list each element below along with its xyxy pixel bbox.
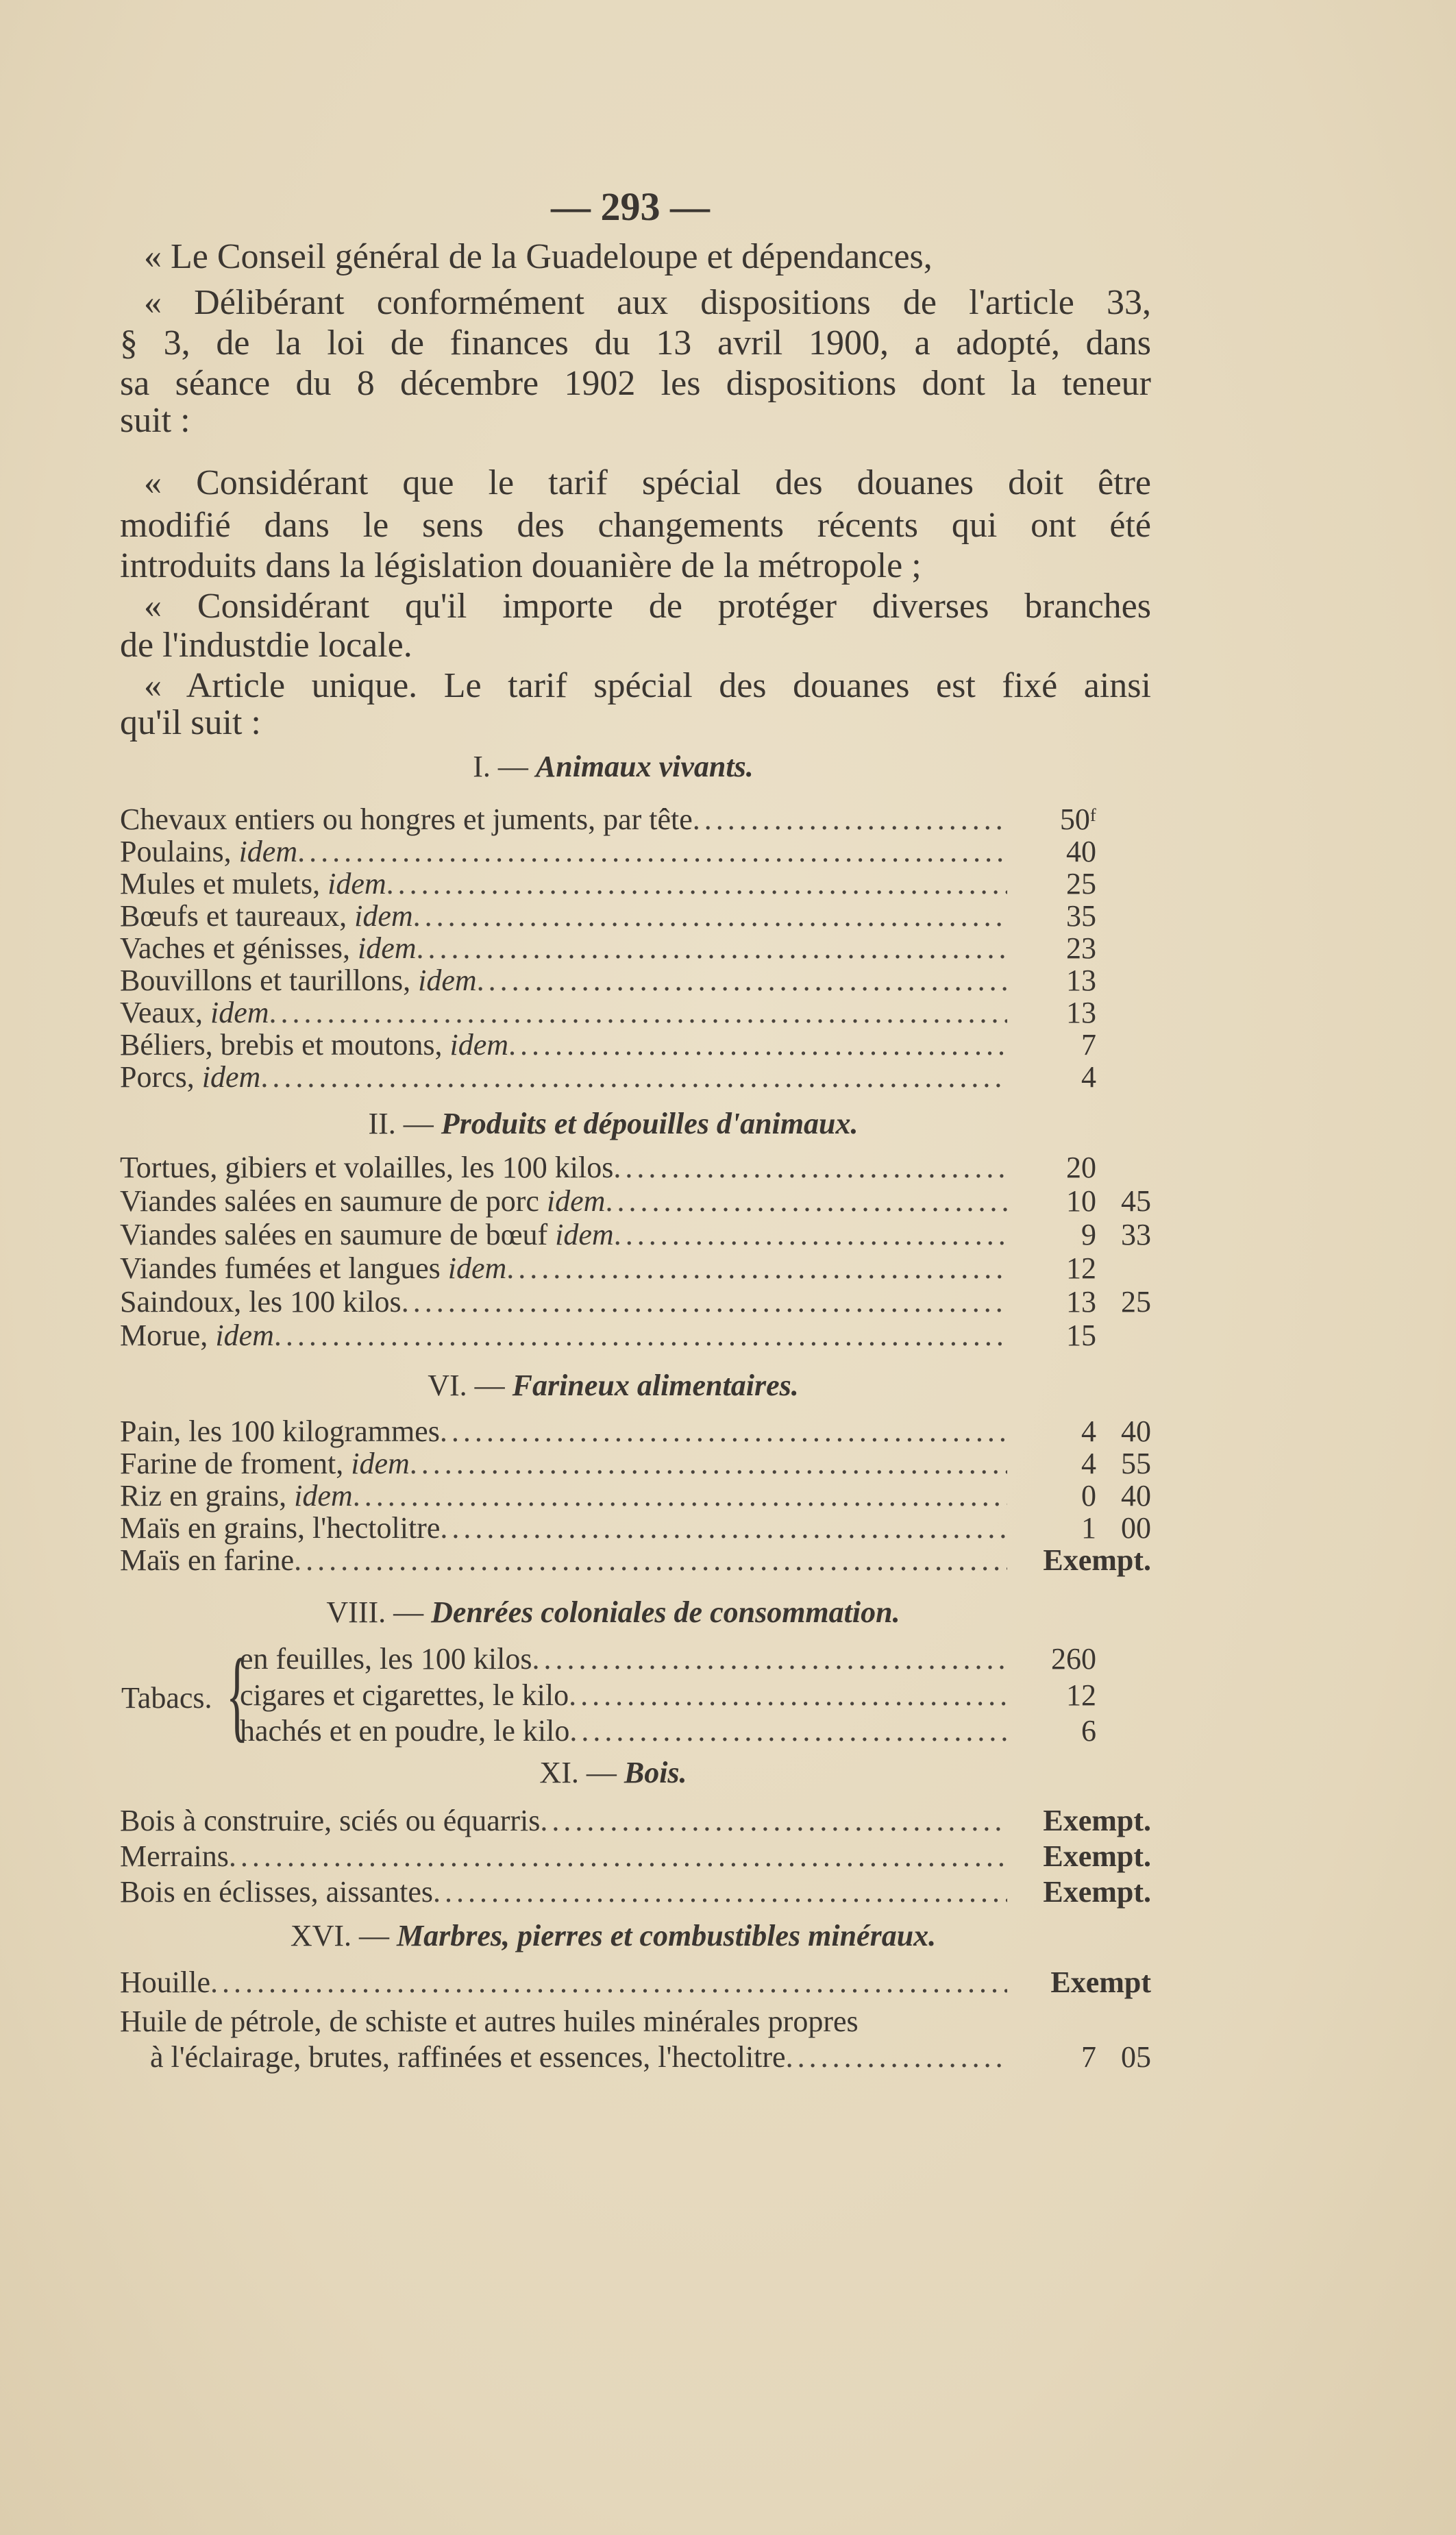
tariff-row: [120, 1803, 1151, 1839]
duty-centimes: 45: [1121, 1184, 1151, 1218]
duty-centimes: [1096, 1713, 1151, 1749]
tariff-row: [120, 1874, 1151, 1910]
item-name: hachés et en poudre, le kilo: [240, 1714, 570, 1748]
dot-leader: [410, 1446, 1007, 1482]
tariff-row: [120, 834, 1151, 870]
tariff-row: [120, 1446, 1151, 1482]
item-name: Saindoux, les 100 kilos: [120, 1285, 402, 1319]
item-unit: idem: [546, 1184, 606, 1218]
item-label: [120, 1965, 210, 2000]
item-unit: idem: [354, 899, 413, 933]
paragraph-line: introduits dans la législation douanière de la métropole ;: [120, 546, 922, 585]
item-unit: idem: [215, 1319, 274, 1352]
item-name: Chevaux entiers ou hongres et juments, par tête: [120, 803, 693, 836]
dot-leader: [613, 1150, 1007, 1186]
item-label: [120, 1318, 274, 1354]
duty-centimes: [1096, 1060, 1151, 1095]
item-unit: idem: [447, 1251, 507, 1285]
item-name: Morue,: [120, 1319, 216, 1352]
duty-francs: 4: [1081, 1415, 1096, 1448]
duty-francs: 13: [1066, 996, 1096, 1029]
paragraph-line: « Le Conseil général de la Guadeloupe et dépendances,: [144, 237, 933, 276]
item-label: [120, 802, 693, 837]
item-name: Bouvillons et taurillons,: [120, 964, 419, 997]
dot-leader: [440, 1414, 1007, 1449]
item-name: Porcs,: [120, 1060, 202, 1094]
item-label: [120, 1060, 260, 1095]
brace-icon: {: [226, 1638, 249, 1752]
duty-centimes: 00: [1121, 1511, 1151, 1545]
tariff-row: [120, 1839, 1151, 1874]
item-label: [120, 1184, 605, 1219]
duty-centimes: 05: [1121, 2040, 1151, 2074]
item-name: Viandes fumées et langues: [120, 1251, 448, 1285]
section-heading: [0, 1595, 1226, 1630]
item-unit: idem: [201, 1060, 261, 1094]
dot-leader: [433, 1874, 1007, 1910]
item-unit: idem: [294, 1479, 353, 1513]
duty-francs: 13: [1066, 964, 1096, 997]
paragraph-line: suit :: [120, 401, 190, 440]
item-name: Bois à construire, sciés ou équarris: [120, 1804, 541, 1837]
dot-leader: [614, 1217, 1007, 1253]
tariff-row: [120, 2040, 1151, 2075]
dot-leader: [386, 866, 1007, 902]
tariff-row: [120, 1027, 1151, 1063]
section-title: Denrées coloniales de consommation.: [431, 1595, 900, 1629]
duty-francs: 12: [1066, 1251, 1096, 1285]
item-name: Mules et mulets,: [120, 867, 328, 901]
dot-leader: [506, 1251, 1007, 1286]
section-title: Bois.: [624, 1756, 687, 1789]
section-title: Produits et dépouilles d'animaux.: [441, 1107, 859, 1140]
item-name: Viandes salées en saumure de bœuf: [120, 1218, 556, 1251]
item-name: Houille: [120, 1965, 210, 1999]
tariff-row: [120, 898, 1151, 934]
dot-leader: [508, 1027, 1007, 1063]
tariff-row: [240, 1641, 1151, 1677]
item-name: Riz en grains,: [120, 1479, 295, 1513]
tariff-row: [240, 1713, 1151, 1749]
duty-francs: 4: [1081, 1447, 1096, 1480]
tariff-row: [120, 963, 1151, 999]
duty-centimes: [1096, 866, 1151, 902]
item-label: [120, 1414, 440, 1449]
item-label: [120, 1027, 508, 1063]
tariff-row: [120, 866, 1151, 902]
section-title: Marbres, pierres et combustibles minéraux.: [397, 1919, 937, 1952]
duty-francs: 9: [1081, 1218, 1096, 1251]
dot-leader: [274, 1318, 1007, 1354]
item-label: [120, 1874, 433, 1910]
duty-centimes: [1096, 834, 1151, 870]
item-label: [120, 1284, 402, 1320]
item-name: Bœufs et taureaux,: [120, 899, 355, 933]
duty-centimes: [1096, 1251, 1151, 1286]
duty-francs: 4: [1081, 1060, 1096, 1094]
item-unit: idem: [418, 964, 477, 997]
paragraph-line: de l'industdie locale.: [120, 626, 412, 665]
tariff-row: [120, 1510, 1151, 1546]
paragraph-line: « Délibérant conformément aux dispositions de l'article 33,: [144, 283, 1151, 322]
item-label: [120, 898, 413, 934]
item-name: à l'éclairage, brutes, raffinées et essences, l'hectolitre: [120, 2040, 786, 2074]
item-name: Bois en éclisses, aissantes: [120, 1875, 434, 1909]
page-number: — 293 —: [551, 184, 710, 229]
duty-francs: 13: [1066, 1285, 1096, 1319]
duty-centimes: [1096, 898, 1151, 934]
dot-leader: [540, 1803, 1007, 1839]
dot-leader: [269, 995, 1008, 1031]
item-name: Pain, les 100 kilogrammes: [120, 1415, 440, 1448]
duty-francs: 260: [1051, 1642, 1096, 1676]
section-heading: [0, 749, 1226, 785]
item-name: Viandes salées en saumure de porc: [120, 1184, 547, 1218]
item-label: [120, 1217, 614, 1253]
tariff-row: [120, 802, 1151, 837]
item-label: [120, 1803, 540, 1839]
item-label: [120, 834, 297, 870]
tariff-row: [120, 931, 1151, 966]
duty-francs: 6: [1081, 1714, 1096, 1748]
item-label: [120, 1150, 613, 1186]
section-title: Animaux vivants.: [535, 750, 754, 783]
paragraph-line: « Considérant que le tarif spécial des douanes doit être: [144, 463, 1151, 502]
item-name: Veaux,: [120, 996, 210, 1029]
duty-centimes: [1096, 1678, 1151, 1713]
dot-leader: [353, 1478, 1007, 1514]
duty-francs: 35: [1066, 899, 1096, 933]
duty-centimes: [1096, 931, 1151, 966]
dot-leader: [229, 1839, 1007, 1874]
tariff-row: [120, 1543, 1151, 1578]
item-name: Béliers, brebis et moutons,: [120, 1028, 450, 1062]
duty-exempt: Exempt.: [1043, 1543, 1151, 1577]
dot-leader: [477, 963, 1007, 999]
item-unit: idem: [449, 1028, 509, 1062]
duty-centimes: [1096, 1641, 1151, 1677]
item-label: [120, 1478, 353, 1514]
section-number: XVI. —: [290, 1919, 397, 1952]
section-number: II. —: [368, 1107, 441, 1140]
section-number: VIII. —: [326, 1595, 432, 1629]
item-label: [120, 1510, 440, 1546]
item-name: cigares et cigarettes, le kilo: [240, 1678, 569, 1712]
paragraph-line: sa séance du 8 décembre 1902 les dispositions dont la teneur: [120, 364, 1151, 403]
item-label: [120, 2004, 859, 2040]
tariff-row: [120, 1150, 1151, 1186]
dot-leader: [413, 898, 1007, 934]
dot-leader: [569, 1713, 1007, 1749]
item-label: [120, 1543, 294, 1578]
item-label: [240, 1641, 532, 1677]
tariff-row: [240, 1678, 1151, 1713]
section-number: XI. —: [539, 1756, 624, 1789]
duty-centimes: [1096, 1318, 1151, 1354]
item-label: [120, 963, 477, 999]
tariff-row: [120, 1478, 1151, 1514]
tariff-row: [120, 1251, 1151, 1286]
duty-exempt: Exempt.: [1043, 1875, 1151, 1909]
item-name: Merrains: [120, 1839, 229, 1873]
duty-centimes: 55: [1121, 1447, 1151, 1480]
duty-francs: 1: [1081, 1511, 1096, 1545]
dot-leader: [210, 1965, 1007, 2000]
dot-leader: [417, 931, 1007, 966]
dot-leader: [532, 1641, 1008, 1677]
item-name: en feuilles, les 100 kilos: [240, 1642, 532, 1676]
item-unit: idem: [358, 931, 417, 965]
tariff-row: [120, 1060, 1151, 1095]
item-label: [120, 1839, 229, 1874]
tariff-row: [120, 1318, 1151, 1354]
dot-leader: [786, 2040, 1007, 2075]
paragraph-line: qu'il suit :: [120, 703, 261, 742]
duty-centimes: [1096, 995, 1151, 1031]
tariff-row: [120, 1965, 1151, 2000]
duty-centimes: 40: [1121, 1415, 1151, 1448]
duty-francs: 7: [1081, 1028, 1096, 1062]
dot-leader: [605, 1184, 1007, 1219]
item-label: [120, 931, 417, 966]
item-name: Maïs en farine: [120, 1543, 295, 1577]
duty-francs: 15: [1066, 1319, 1096, 1352]
duty-centimes: 40: [1121, 1479, 1151, 1513]
section-heading: [0, 1755, 1226, 1791]
item-label: [240, 1713, 569, 1749]
item-unit: idem: [328, 867, 386, 901]
duty-centimes: [1096, 1027, 1151, 1063]
tariff-row: [120, 1284, 1151, 1320]
group-label: Tabacs.: [121, 1681, 212, 1715]
item-name: Huile de pétrole, de schiste et autres huiles minérales propres: [120, 2005, 859, 2038]
item-name: Maïs en grains, l'hectolitre: [120, 1511, 441, 1545]
item-label: [120, 995, 269, 1031]
duty-centimes: 25: [1121, 1285, 1151, 1319]
paragraph-line: « Considérant qu'il importe de protéger diverses branches: [144, 587, 1151, 626]
item-unit: idem: [351, 1447, 410, 1480]
item-label: [240, 1678, 569, 1713]
tariff-row: [120, 1414, 1151, 1449]
item-unit: idem: [238, 835, 298, 868]
duty-centimes: 33: [1121, 1218, 1151, 1251]
section-heading: [0, 1106, 1226, 1142]
dot-leader: [294, 1543, 1007, 1578]
paragraph-line: modifié dans le sens des changements récents qui ont été: [120, 506, 1151, 545]
tariff-row: [120, 1184, 1151, 1219]
item-name: Farine de froment,: [120, 1447, 351, 1480]
item-name: Poulains,: [120, 835, 239, 868]
duty-centimes: [1096, 963, 1151, 999]
tariff-row: [120, 2004, 1151, 2040]
duty-exempt: Exempt.: [1043, 1839, 1151, 1873]
dot-leader: [693, 802, 1007, 837]
tariff-row: [120, 995, 1151, 1031]
dot-leader: [402, 1284, 1007, 1320]
section-number: I. —: [473, 750, 536, 783]
tariff-row: [120, 1217, 1151, 1253]
dot-leader: [440, 1510, 1007, 1546]
item-label: [120, 1446, 410, 1482]
item-unit: idem: [555, 1218, 614, 1251]
duty-centimes: [1096, 1150, 1151, 1186]
section-number: VI. —: [428, 1369, 513, 1402]
item-label: [120, 2040, 786, 2075]
duty-francs: 0: [1081, 1479, 1096, 1513]
item-name: Vaches et génisses,: [120, 931, 358, 965]
paragraph-line: « Article unique. Le tarif spécial des douanes est fixé ainsi: [144, 666, 1151, 705]
item-label: [120, 866, 386, 902]
section-heading: [0, 1368, 1226, 1404]
duty-francs: 23: [1066, 931, 1096, 965]
duty-francs: 40: [1066, 835, 1096, 868]
section-title: Farineux alimentaires.: [512, 1369, 799, 1402]
duty-francs: 7: [1081, 2040, 1096, 2074]
duty-exempt: Exempt.: [1043, 1804, 1151, 1837]
duty-francs: 50ᶠ: [1059, 803, 1096, 836]
duty-exempt: Exempt: [1050, 1965, 1151, 1999]
paragraph-line: § 3, de la loi de finances du 13 avril 1900, a adopté, dans: [120, 323, 1151, 363]
dot-leader: [569, 1678, 1007, 1713]
duty-francs: 25: [1066, 867, 1096, 901]
item-label: [120, 1251, 506, 1286]
item-unit: idem: [210, 996, 269, 1029]
duty-francs: 20: [1066, 1151, 1096, 1184]
item-name: Tortues, gibiers et volailles, les 100 kilos: [120, 1151, 614, 1184]
duty-francs: 12: [1066, 1678, 1096, 1712]
dot-leader: [260, 1060, 1007, 1095]
duty-centimes: [1096, 802, 1151, 837]
duty-francs: 10: [1066, 1184, 1096, 1218]
dot-leader: [297, 834, 1007, 870]
section-heading: [0, 1918, 1226, 1954]
